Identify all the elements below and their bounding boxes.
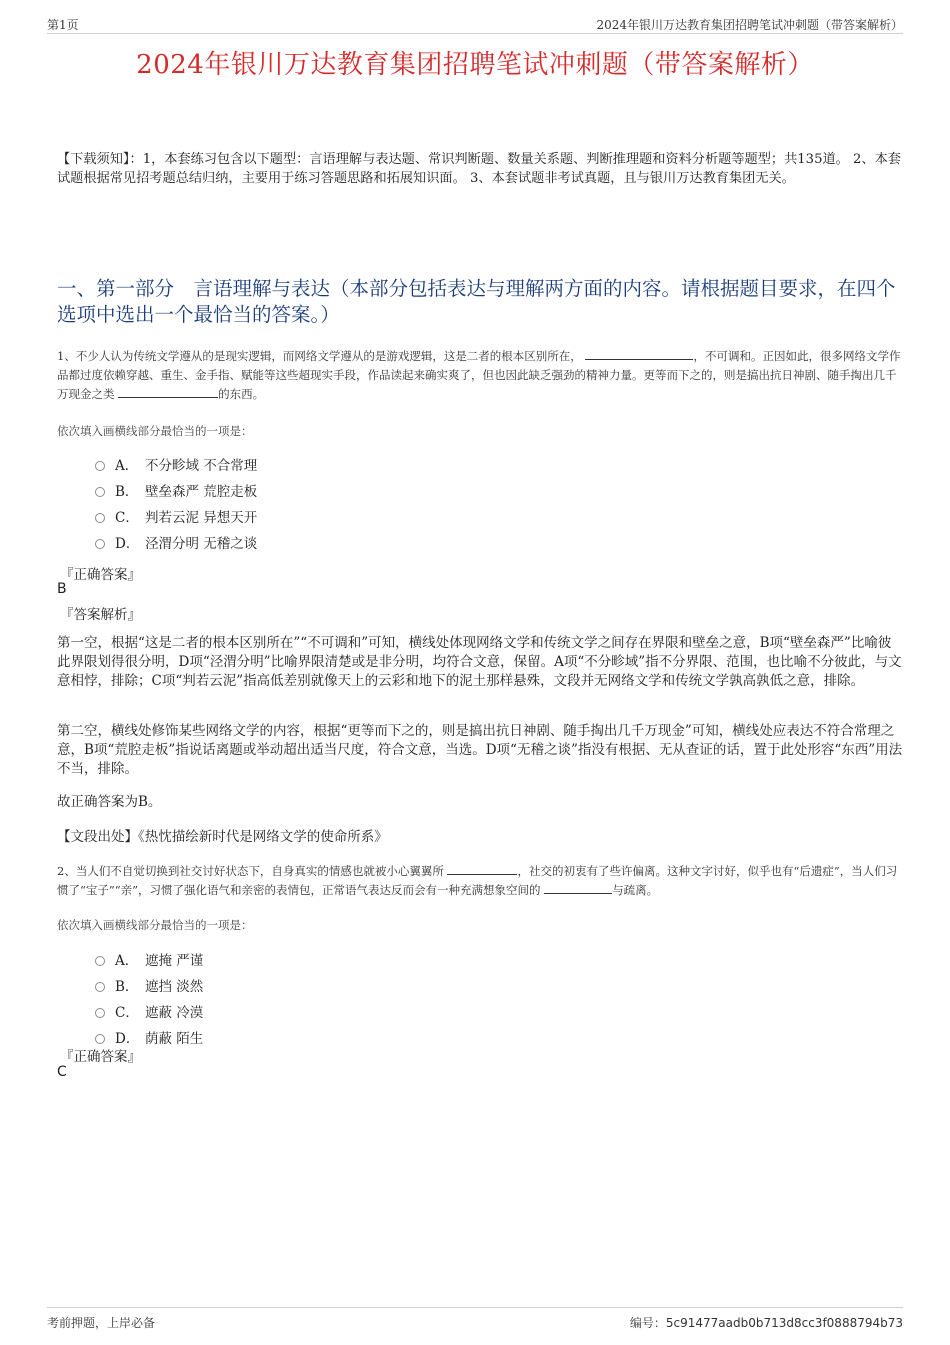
page-footer	[47, 1307, 903, 1329]
footer-code-value: 5c91477aadb0b713d8cc3f0888794b73	[665, 1316, 903, 1330]
question-2-text-b: ，社交的初衷有了些许偏离。这种文字讨好，似乎也有“后遗症”，当人们习惯了“宝子”“亲”，习惯了强化语气和亲密的表情包，正常语气表达反而会有一种充满想象空间的	[57, 864, 898, 897]
question-2-text-a: 2、当人们不自觉切换到社交讨好状态下，自身真实的情感也就被小心翼翼所	[57, 864, 444, 878]
question-2-prompt: 依次填入画横线部分最恰当的一项是：	[57, 918, 253, 932]
option-letter: A．	[115, 458, 139, 474]
question-1-prompt: 依次填入画横线部分最恰当的一项是：	[57, 424, 253, 438]
option-text: 不分畛域 不合常理	[145, 458, 258, 474]
radio-icon[interactable]	[95, 461, 105, 471]
download-notice: 【下载须知】：1，本套练习包含以下题型：言语理解与表达题、常识判断题、数量关系题、判断推理题和资料分析题等题型；共135道。 2、本套试题根据常见招考题总结归纳，主要用于练习答题思路和拓展知识面。 3、本套试题非考试真题，且与银川万达教育集团无关。	[57, 152, 901, 186]
option-text: 遮蔽 冷漠	[145, 1005, 204, 1021]
question-2-text-c: 与疏离。	[612, 883, 659, 897]
page-number: 第1页	[47, 18, 79, 32]
blank-line	[118, 386, 218, 398]
section-heading: 一、第一部分 言语理解与表达（本部分包括表达与理解两方面的内容。请根据题目要求，在四个选项中选出一个最恰当的答案。）	[57, 277, 896, 326]
source-citation: 【文段出处】《热忱描绘新时代是网络文学的使命所系》	[57, 829, 388, 845]
radio-icon[interactable]	[95, 513, 105, 523]
radio-icon[interactable]	[95, 539, 105, 549]
correct-answer-label: 『正确答案』	[60, 1049, 141, 1065]
analysis-conclusion: 故正确答案为B。	[57, 794, 162, 810]
correct-answer-label: 『正确答案』	[60, 567, 141, 583]
header-doc-title: 2024年银川万达教育集团招聘笔试冲刺题（带答案解析）	[596, 18, 903, 32]
option-text: 遮掩 严谨	[145, 953, 204, 969]
question-1-text-a: 1、不少人认为传统文学遵从的是现实逻辑，而网络文学遵从的是游戏逻辑，这是二者的根本区别所在，	[57, 349, 582, 363]
correct-answer-value: C	[57, 1064, 67, 1080]
blank-line	[447, 863, 517, 875]
question-2-stem	[57, 862, 903, 900]
option-letter: D．	[115, 1031, 140, 1047]
analysis-paragraph-1: 第一空，根据“这是二者的根本区别所在”“不可调和”可知，横线处体现网络文学和传统文学之间存在界限和壁垒之意，B项“壁垒森严”比喻彼此界限划得很分明，D项“泾渭分明”比喻界限清楚或是非分明，均符合文意，保留。A项“不分畛域”指不分界限、范围，也比喻不分彼此，与文意相悖，排除；C项“判若云泥”指高低差别就像天上的云彩和地下的泥土那样悬殊，文段并无网络文学和传统文学孰高孰低之意，排除。	[57, 635, 902, 689]
option-letter: B．	[115, 484, 139, 500]
option-letter: C．	[115, 510, 139, 526]
option-letter: C．	[115, 1005, 139, 1021]
option-text: 判若云泥 异想天开	[145, 510, 258, 526]
radio-icon[interactable]	[95, 956, 105, 966]
analysis-label: 『答案解析』	[60, 607, 141, 623]
option-letter: B．	[115, 979, 139, 995]
option-letter: D．	[115, 536, 140, 552]
radio-icon[interactable]	[95, 1008, 105, 1018]
analysis-paragraph-2: 第二空，横线处修饰某些网络文学的内容，根据“更等而下之的，则是搞出抗日神剧、随手掏出几千万现金”可知，横线处应表达不符合常理之意，B项“荒腔走板”指说话离题或举动超出适当尺度，符合文意，当选。D项“无稽之谈”指没有根据、无从查证的话，置于此处形容“东西”用法不当，排除。	[57, 723, 903, 777]
radio-icon[interactable]	[95, 982, 105, 992]
blank-line	[544, 882, 612, 894]
option-text: 遮挡 淡然	[145, 979, 204, 995]
option-text: 泾渭分明 无稽之谈	[145, 536, 258, 552]
option-text: 荫蔽 陌生	[145, 1031, 204, 1047]
question-1-text-b: ，不可调和。正因如此，很多网络文学作品都过度依赖穿越、重生、金手指、赋能等这些超现实手段，作品读起来确实爽了，但也因此缺乏强劲的精神力量。更等而下之的，则是搞出抗日神剧、随手掏出几千万现金之类	[57, 349, 901, 401]
radio-icon[interactable]	[95, 1034, 105, 1044]
page-header	[47, 14, 903, 34]
page-title: 2024年银川万达教育集团招聘笔试冲刺题（带答案解析）	[136, 50, 814, 80]
option-letter: A．	[115, 953, 139, 969]
correct-answer-value: B	[57, 581, 67, 597]
question-1-text-c: 的东西。	[218, 387, 265, 401]
footer-code-label: 编号：	[629, 1316, 666, 1330]
question-1-stem	[57, 347, 903, 404]
blank-line	[585, 348, 693, 360]
option-text: 壁垒森严 荒腔走板	[145, 484, 258, 500]
radio-icon[interactable]	[95, 487, 105, 497]
footer-slogan: 考前押题，上岸必备	[47, 1316, 156, 1330]
footer-code	[630, 1314, 903, 1331]
